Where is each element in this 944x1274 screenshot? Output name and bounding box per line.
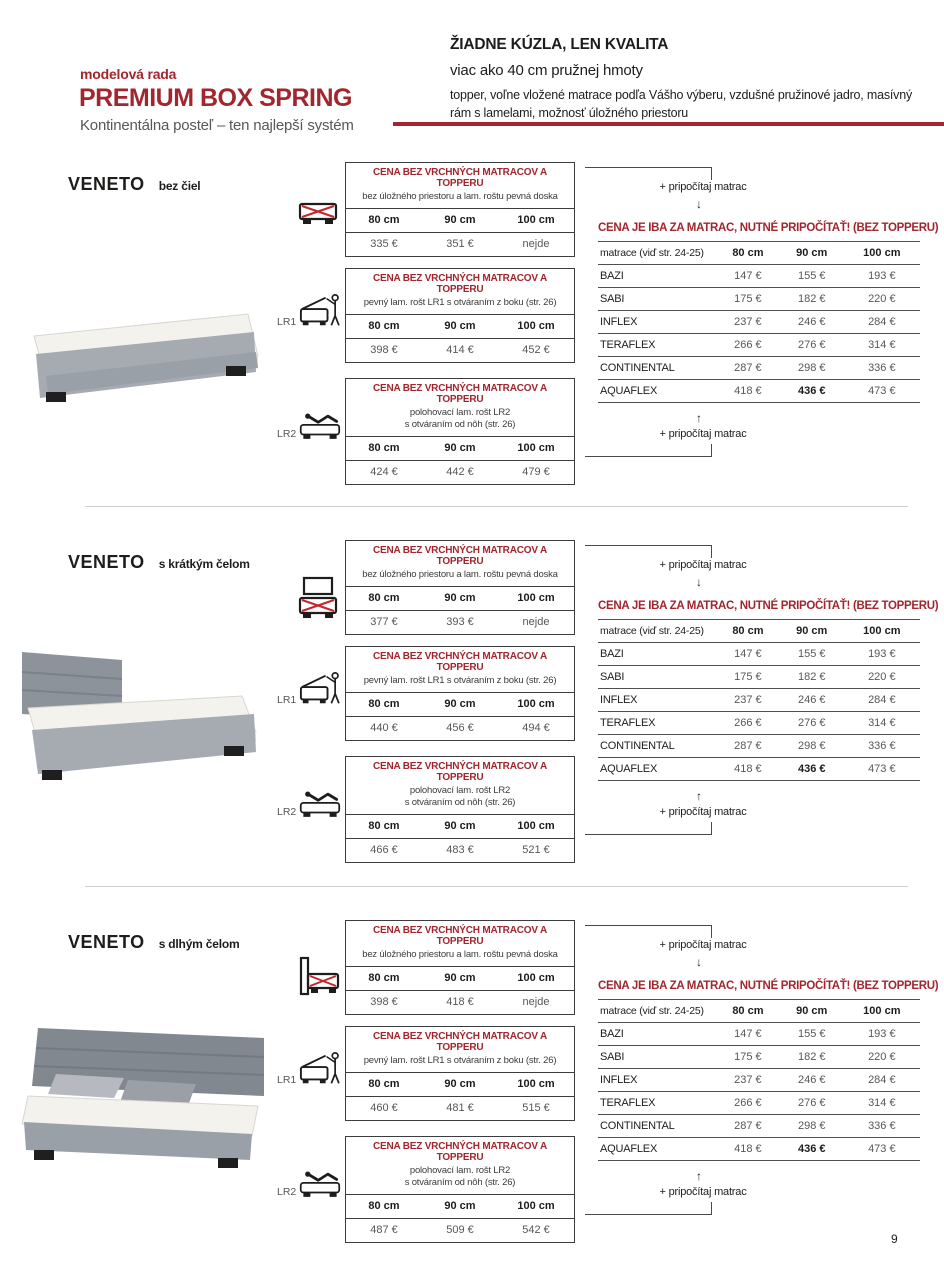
size-100: 100 cm <box>863 1005 901 1017</box>
mattress-row <box>598 265 920 288</box>
lr2-adjustable-icon <box>299 784 343 820</box>
price-cell: 182 € <box>797 1051 826 1063</box>
price-table-subtitle: bez úložného priestoru a lam. roštu pevná doska <box>362 949 558 960</box>
mattress-price-table <box>598 241 920 403</box>
size-columns <box>346 437 574 461</box>
price-cell: 336 € <box>868 740 896 752</box>
mattress-price-table <box>598 619 920 781</box>
size-100: 100 cm <box>517 591 555 604</box>
mattress-table-header <box>598 620 920 643</box>
mattress-col-header: matrace (viď str. 24-25) <box>600 625 704 637</box>
mattress-row <box>598 1115 920 1138</box>
price-table-title: CENA BEZ VRCHNÝCH MATRACOV A TOPPERU <box>372 1031 548 1053</box>
mattress-row <box>598 1046 920 1069</box>
connector-line-top <box>585 167 712 180</box>
price-cell: 335 € <box>370 237 398 250</box>
lr2-label: LR2 <box>277 806 297 818</box>
size-columns <box>346 693 574 717</box>
add-mattress-label: + pripočítaj matrac <box>659 181 747 193</box>
mattress-row <box>598 380 920 403</box>
price-cell: 314 € <box>868 1097 896 1109</box>
mattress-price-column <box>598 160 939 538</box>
price-table-subtitle <box>349 407 571 431</box>
price-cell: 182 € <box>797 671 826 683</box>
mattress-col-header: matrace (viď str. 24-25) <box>600 247 704 259</box>
add-mattress-label: + pripočítaj matrac <box>659 1186 747 1198</box>
mattress-name: AQUAFLEX <box>600 385 658 397</box>
price-cell: 175 € <box>734 293 762 305</box>
price-table-subtitle: pevný lam. rošt LR1 s otváraním z boku (str. 26) <box>363 297 557 308</box>
subtitle-line-2: s otváraním od nôh (str. 26) <box>404 418 516 430</box>
lr1-icon-cell <box>277 292 343 330</box>
price-cell: 284 € <box>868 316 896 328</box>
price-cell: 336 € <box>868 1120 896 1132</box>
price-cell: 393 € <box>446 615 474 628</box>
price-cell: 418 € <box>734 385 762 397</box>
mattress-table-title: CENA JE IBA ZA MATRAC, NUTNÉ PRIPOČÍTAŤ! (BEZ TOPPERU) <box>598 222 939 234</box>
price-cell: 542 € <box>522 1223 550 1236</box>
mattress-name: SABI <box>600 1051 625 1063</box>
price-table-title: CENA BEZ VRCHNÝCH MATRACOV A TOPPERU <box>372 383 548 405</box>
price-table-subtitle: bez úložného priestoru a lam. roštu pevná doska <box>362 569 558 580</box>
mattress-row <box>598 311 920 334</box>
lr2-adjustable-icon <box>299 406 343 442</box>
no-storage-icon-cell <box>277 198 343 228</box>
price-cell: 494 € <box>522 721 550 734</box>
subtitle-line-2: s otváraním od nôh (str. 26) <box>404 796 516 808</box>
price-cell: 460 € <box>370 1101 398 1114</box>
price-table <box>345 540 575 635</box>
lr2-icon-cell <box>277 1164 343 1200</box>
model-name: VENETO <box>68 932 145 952</box>
price-cell: 193 € <box>868 1028 896 1040</box>
size-80: 80 cm <box>368 971 400 984</box>
price-table <box>345 920 575 1015</box>
model-variant: bez čiel <box>158 179 201 193</box>
size-100: 100 cm <box>517 819 555 832</box>
price-cell-highlighted: 436 € <box>797 385 826 397</box>
lr1-label: LR1 <box>277 694 297 706</box>
price-cell: 266 € <box>734 1097 762 1109</box>
price-cell: 220 € <box>868 671 896 683</box>
model-variant: s krátkým čelom <box>158 557 250 571</box>
connector-line-bottom <box>585 1202 712 1215</box>
arrow-down-icon: ↓ <box>696 575 702 589</box>
mattress-row <box>598 1092 920 1115</box>
price-cell: 509 € <box>446 1223 474 1236</box>
price-cell: 414 € <box>446 343 474 356</box>
size-90: 90 cm <box>444 213 476 226</box>
price-cell: 298 € <box>797 740 826 752</box>
add-mattress-label: + pripočítaj matrac <box>659 559 747 571</box>
lr2-adjustable-icon <box>299 1164 343 1200</box>
price-table-title: CENA BEZ VRCHNÝCH MATRACOV A TOPPERU <box>372 651 548 673</box>
price-cell: 398 € <box>370 343 398 356</box>
price-cell: 237 € <box>734 1074 762 1086</box>
price-cell: 456 € <box>446 721 474 734</box>
connector-line-top <box>585 925 712 938</box>
size-columns <box>346 815 574 839</box>
mattress-row <box>598 735 920 758</box>
mattress-row <box>598 357 920 380</box>
price-cell: 175 € <box>734 1051 762 1063</box>
price-cell: nejde <box>522 615 550 628</box>
price-cell: 147 € <box>734 1028 762 1040</box>
price-cell: 298 € <box>797 1120 826 1132</box>
page-number: 9 <box>891 1232 898 1246</box>
mattress-row <box>598 689 920 712</box>
price-cell: 418 € <box>734 1143 762 1155</box>
price-cell: 479 € <box>522 465 550 478</box>
price-cell: 473 € <box>868 1143 896 1155</box>
price-cell: 147 € <box>734 270 762 282</box>
price-cell: 266 € <box>734 339 762 351</box>
size-80: 80 cm <box>732 1005 764 1017</box>
connector-line-bottom <box>585 822 712 835</box>
price-table-subtitle: pevný lam. rošt LR1 s otváraním z boku (str. 26) <box>363 1055 557 1066</box>
mattress-name: BAZI <box>600 648 624 660</box>
bed-photo <box>12 1014 274 1184</box>
mattress-name: CONTINENTAL <box>600 740 675 752</box>
mattress-name: INFLEX <box>600 316 638 328</box>
size-columns <box>346 967 574 991</box>
price-cell: 246 € <box>797 316 826 328</box>
claim-subtitle: viac ako 40 cm pružnej hmoty <box>450 62 643 79</box>
size-columns <box>346 587 574 611</box>
mattress-name: TERAFLEX <box>600 1097 656 1109</box>
price-values <box>346 233 574 256</box>
lr1-label: LR1 <box>277 1074 297 1086</box>
price-cell: 418 € <box>446 995 474 1008</box>
mattress-row <box>598 712 920 735</box>
mattress-price-table <box>598 999 920 1161</box>
section-heading <box>68 932 239 953</box>
mattress-row <box>598 1023 920 1046</box>
size-100: 100 cm <box>517 697 555 710</box>
mattress-table-header <box>598 1000 920 1023</box>
lr1-side-opening-icon <box>299 670 343 708</box>
price-cell: 398 € <box>370 995 398 1008</box>
price-cell: 466 € <box>370 843 398 856</box>
size-100: 100 cm <box>517 441 555 454</box>
mattress-row <box>598 1069 920 1092</box>
subtitle-line-2: s otváraním od nôh (str. 26) <box>404 1176 516 1188</box>
price-table-title: CENA BEZ VRCHNÝCH MATRACOV A TOPPERU <box>372 545 548 567</box>
price-cell-highlighted: 436 € <box>797 1143 826 1155</box>
size-80: 80 cm <box>732 247 764 259</box>
price-table-header <box>346 269 574 315</box>
price-table-subtitle: bez úložného priestoru a lam. roštu pevná doska <box>362 191 558 202</box>
size-100: 100 cm <box>517 213 555 226</box>
price-cell: 147 € <box>734 648 762 660</box>
add-mattress-label: + pripočítaj matrac <box>659 428 747 440</box>
lr1-label: LR1 <box>277 316 297 328</box>
price-cell: 155 € <box>797 270 826 282</box>
price-table <box>345 1026 575 1121</box>
price-table-header <box>346 647 574 693</box>
page-subtitle: Kontinentálna posteľ – ten najlepší systém <box>80 117 354 134</box>
mattress-table-title: CENA JE IBA ZA MATRAC, NUTNÉ PRIPOČÍTAŤ! (BEZ TOPPERU) <box>598 980 939 992</box>
lr2-label: LR2 <box>277 428 297 440</box>
price-cell: 314 € <box>868 339 896 351</box>
bed-short-headboard-image <box>12 634 274 794</box>
price-table-header <box>346 1027 574 1073</box>
price-cell: 351 € <box>446 237 474 250</box>
size-90: 90 cm <box>444 1077 476 1090</box>
price-cell: 487 € <box>370 1223 398 1236</box>
subtitle-line-1: polohovací lam. rošt LR2 <box>409 1165 511 1176</box>
size-80: 80 cm <box>368 441 400 454</box>
price-cell: 473 € <box>868 763 896 775</box>
claim-description: topper, voľne vložené matrace podľa Vášho výberu, vzdušné pružinové jadro, masívný rám s lamelami, možnosť úložného priestoru <box>450 88 912 121</box>
mattress-name: INFLEX <box>600 694 638 706</box>
product-section <box>0 160 944 538</box>
size-80: 80 cm <box>732 625 764 637</box>
lr2-icon-cell <box>277 406 343 442</box>
price-table-title: CENA BEZ VRCHNÝCH MATRACOV A TOPPERU <box>372 167 548 189</box>
size-90: 90 cm <box>796 625 828 637</box>
price-cell: 284 € <box>868 694 896 706</box>
price-cell: 418 € <box>734 763 762 775</box>
page-title: PREMIUM BOX SPRING <box>79 84 352 112</box>
price-cell: 155 € <box>797 648 826 660</box>
model-variant: s dlhým čelom <box>158 937 240 951</box>
lr1-icon-cell <box>277 670 343 708</box>
mattress-table-header <box>598 242 920 265</box>
price-cell: 246 € <box>797 1074 826 1086</box>
arrow-up-icon: ↑ <box>696 1169 702 1183</box>
section-heading <box>68 552 250 573</box>
price-cell: 276 € <box>797 1097 826 1109</box>
size-80: 80 cm <box>368 1077 400 1090</box>
model-name: VENETO <box>68 174 145 194</box>
price-table <box>345 378 575 485</box>
price-cell: 276 € <box>797 339 826 351</box>
accent-rule <box>393 122 944 126</box>
price-cell: 246 € <box>797 694 826 706</box>
size-columns <box>346 209 574 233</box>
size-90: 90 cm <box>796 247 828 259</box>
price-values <box>346 461 574 484</box>
price-cell: 266 € <box>734 717 762 729</box>
size-90: 90 cm <box>444 591 476 604</box>
price-table-title: CENA BEZ VRCHNÝCH MATRACOV A TOPPERU <box>372 761 548 783</box>
lr1-side-opening-icon <box>299 1050 343 1088</box>
connector-line-top <box>585 545 712 558</box>
bed-no-headboard-image <box>12 276 274 404</box>
mattress-row <box>598 758 920 781</box>
price-values <box>346 717 574 740</box>
mattress-price-column <box>598 538 939 916</box>
price-cell: 287 € <box>734 362 762 374</box>
size-80: 80 cm <box>368 319 400 332</box>
price-values <box>346 339 574 362</box>
mattress-name: TERAFLEX <box>600 339 656 351</box>
price-cell: 440 € <box>370 721 398 734</box>
price-cell: 193 € <box>868 648 896 660</box>
size-columns <box>346 315 574 339</box>
size-100: 100 cm <box>517 319 555 332</box>
price-cell: 483 € <box>446 843 474 856</box>
price-cell: nejde <box>522 995 550 1008</box>
mattress-name: BAZI <box>600 270 624 282</box>
price-cell: 237 € <box>734 694 762 706</box>
subtitle-line-1: polohovací lam. rošt LR2 <box>409 785 511 796</box>
price-table-header <box>346 541 574 587</box>
price-cell: 473 € <box>868 385 896 397</box>
price-table <box>345 1136 575 1243</box>
lr1-icon-cell <box>277 1050 343 1088</box>
mattress-row <box>598 643 920 666</box>
price-table-header <box>346 1137 574 1195</box>
arrow-up-icon: ↑ <box>696 411 702 425</box>
price-table-title: CENA BEZ VRCHNÝCH MATRACOV A TOPPERU <box>372 1141 548 1163</box>
size-columns <box>346 1195 574 1219</box>
price-cell: 175 € <box>734 671 762 683</box>
price-cell: 220 € <box>868 293 896 305</box>
size-90: 90 cm <box>444 971 476 984</box>
price-cell: 442 € <box>446 465 474 478</box>
size-90: 90 cm <box>444 319 476 332</box>
mattress-name: BAZI <box>600 1028 624 1040</box>
mattress-name: AQUAFLEX <box>600 1143 658 1155</box>
price-table-subtitle <box>349 785 571 809</box>
mattress-name: AQUAFLEX <box>600 763 658 775</box>
bed-crossed-icon <box>297 956 341 1000</box>
price-table-header <box>346 921 574 967</box>
size-100: 100 cm <box>863 625 901 637</box>
size-80: 80 cm <box>368 213 400 226</box>
size-80: 80 cm <box>368 697 400 710</box>
product-section <box>0 538 944 916</box>
size-100: 100 cm <box>517 971 555 984</box>
price-table-subtitle: pevný lam. rošt LR1 s otváraním z boku (str. 26) <box>363 675 557 686</box>
lr2-label: LR2 <box>277 1186 297 1198</box>
mattress-row <box>598 334 920 357</box>
price-cell: 237 € <box>734 316 762 328</box>
price-cell: 481 € <box>446 1101 474 1114</box>
mattress-name: CONTINENTAL <box>600 362 675 374</box>
size-90: 90 cm <box>444 441 476 454</box>
lr2-icon-cell <box>277 784 343 820</box>
size-100: 100 cm <box>517 1077 555 1090</box>
bed-crossed-icon <box>297 576 339 624</box>
add-mattress-label: + pripočítaj matrac <box>659 806 747 818</box>
mattress-row <box>598 666 920 689</box>
bed-photo <box>12 634 274 794</box>
mattress-name: SABI <box>600 293 625 305</box>
size-100: 100 cm <box>517 1199 555 1212</box>
mattress-name: INFLEX <box>600 1074 638 1086</box>
price-table <box>345 646 575 741</box>
price-cell: 284 € <box>868 1074 896 1086</box>
size-90: 90 cm <box>444 1199 476 1212</box>
mattress-price-column <box>598 918 939 1274</box>
price-cell: 424 € <box>370 465 398 478</box>
price-cell: 193 € <box>868 270 896 282</box>
price-table <box>345 268 575 363</box>
arrow-up-icon: ↑ <box>696 789 702 803</box>
bed-crossed-icon <box>297 198 339 228</box>
price-cell: 287 € <box>734 740 762 752</box>
lr1-side-opening-icon <box>299 292 343 330</box>
price-cell: 377 € <box>370 615 398 628</box>
series-eyebrow: modelová rada <box>80 66 177 82</box>
price-table-header <box>346 379 574 437</box>
price-table-header <box>346 757 574 815</box>
arrow-down-icon: ↓ <box>696 197 702 211</box>
size-100: 100 cm <box>863 247 901 259</box>
size-columns <box>346 1073 574 1097</box>
price-table <box>345 162 575 257</box>
price-table-header <box>346 163 574 209</box>
price-cell: 336 € <box>868 362 896 374</box>
price-values <box>346 839 574 862</box>
price-cell-highlighted: 436 € <box>797 763 826 775</box>
size-80: 80 cm <box>368 591 400 604</box>
bed-tall-headboard-image <box>12 1014 274 1184</box>
price-table-title: CENA BEZ VRCHNÝCH MATRACOV A TOPPERU <box>372 925 548 947</box>
size-90: 90 cm <box>796 1005 828 1017</box>
section-heading <box>68 174 200 195</box>
price-cell: 515 € <box>522 1101 550 1114</box>
add-mattress-label: + pripočítaj matrac <box>659 939 747 951</box>
no-storage-icon-cell <box>277 956 343 1000</box>
price-cell: nejde <box>522 237 550 250</box>
size-80: 80 cm <box>368 819 400 832</box>
arrow-down-icon: ↓ <box>696 955 702 969</box>
price-table <box>345 756 575 863</box>
mattress-name: CONTINENTAL <box>600 1120 675 1132</box>
price-cell: 521 € <box>522 843 550 856</box>
mattress-table-title: CENA JE IBA ZA MATRAC, NUTNÉ PRIPOČÍTAŤ! (BEZ TOPPERU) <box>598 600 939 612</box>
bed-photo <box>12 276 274 404</box>
price-values <box>346 991 574 1014</box>
price-cell: 220 € <box>868 1051 896 1063</box>
price-table-subtitle <box>349 1165 571 1189</box>
model-name: VENETO <box>68 552 145 572</box>
mattress-row <box>598 1138 920 1161</box>
size-90: 90 cm <box>444 819 476 832</box>
mattress-row <box>598 288 920 311</box>
size-80: 80 cm <box>368 1199 400 1212</box>
size-90: 90 cm <box>444 697 476 710</box>
product-section <box>0 918 944 1274</box>
mattress-name: SABI <box>600 671 625 683</box>
price-cell: 298 € <box>797 362 826 374</box>
price-cell: 452 € <box>522 343 550 356</box>
price-values <box>346 611 574 634</box>
price-cell: 287 € <box>734 1120 762 1132</box>
mattress-col-header: matrace (viď str. 24-25) <box>600 1005 704 1017</box>
price-values <box>346 1219 574 1242</box>
price-table-title: CENA BEZ VRCHNÝCH MATRACOV A TOPPERU <box>372 273 548 295</box>
mattress-name: TERAFLEX <box>600 717 656 729</box>
price-cell: 182 € <box>797 293 826 305</box>
price-values <box>346 1097 574 1120</box>
price-cell: 314 € <box>868 717 896 729</box>
price-cell: 155 € <box>797 1028 826 1040</box>
no-storage-icon-cell <box>277 576 343 624</box>
price-cell: 276 € <box>797 717 826 729</box>
connector-line-bottom <box>585 444 712 457</box>
claim-title: ŽIADNE KÚZLA, LEN KVALITA <box>450 36 669 53</box>
subtitle-line-1: polohovací lam. rošt LR2 <box>409 407 511 418</box>
